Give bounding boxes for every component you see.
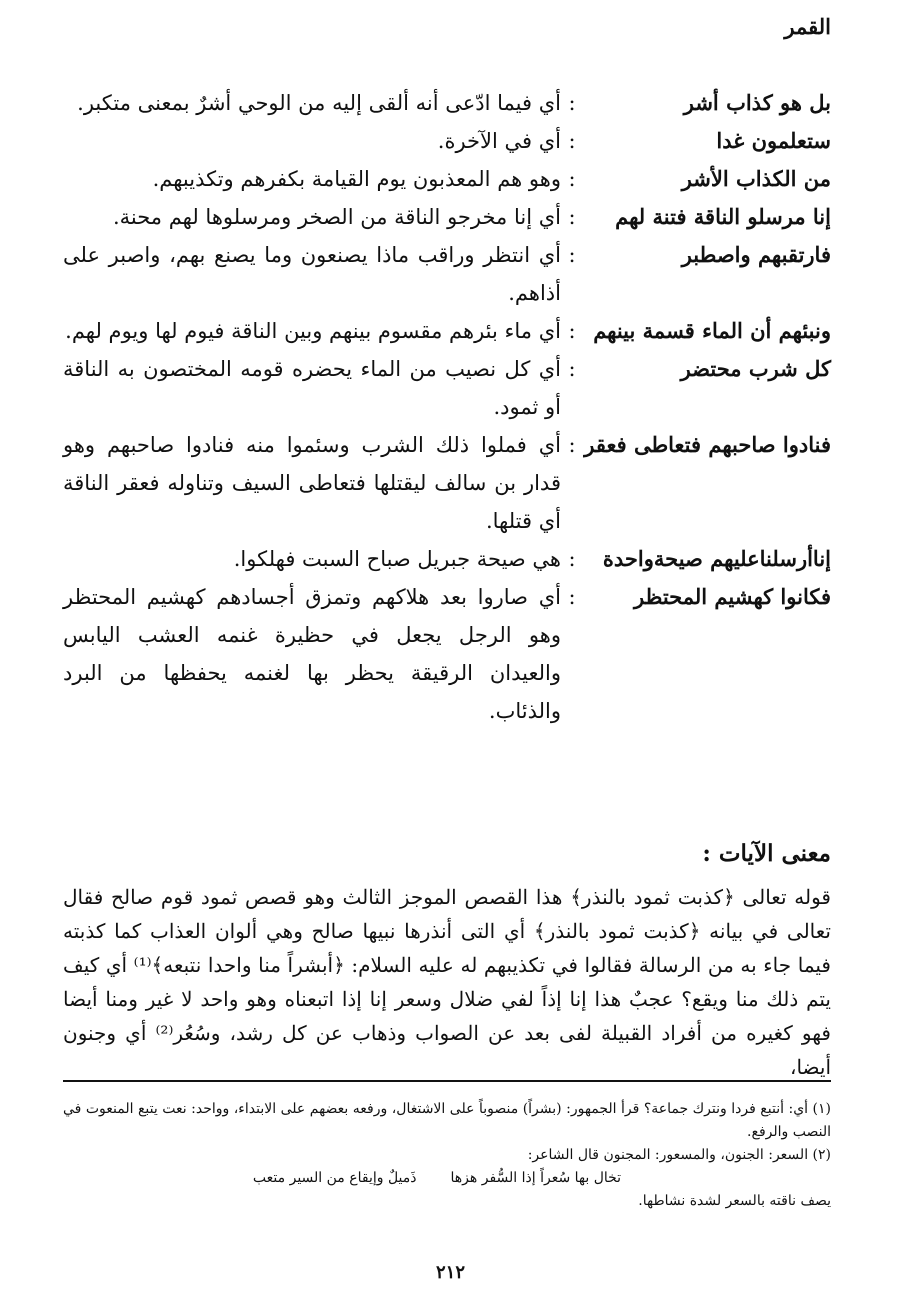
- glossary-row: [63, 312, 831, 350]
- glossary-row: [63, 122, 831, 160]
- page-number: ٢١٢: [435, 1262, 465, 1283]
- glossary-definition: هي صيحة جبريل صباح السبت فهلكوا.: [233, 547, 561, 571]
- glossary-term: بل هو كذاب أشر: [683, 90, 831, 115]
- running-header: القمر: [784, 14, 831, 39]
- glossary-term: فنادوا صاحبهم فتعاطى فعقر: [584, 432, 831, 457]
- glossary-row: [63, 236, 831, 312]
- glossary-colon: :: [568, 205, 576, 229]
- glossary-row: [63, 578, 831, 730]
- footnote-divider: [63, 1080, 831, 1082]
- glossary-term: فارتقبهم واصطبر: [681, 242, 831, 267]
- glossary-term: ونبئهم أن الماء قسمة بينهم: [593, 318, 831, 343]
- glossary-colon: :: [568, 547, 576, 571]
- glossary-row: [63, 540, 831, 578]
- glossary-colon: :: [568, 319, 576, 343]
- footnote-1: (١) أي: أنتبع فردا ونترك جماعة؟ قرأ الجمهور: (بشراً) منصوباً على الاشتغال، ورفعه بعضهم على الابتداء، وواحد: نعت يتبع المنعوت في النصب والرفع.: [63, 1101, 831, 1140]
- glossary-definition: أي إنا مخرجو الناقة من الصخر ومرسلوها لهم محنة.: [112, 205, 561, 229]
- glossary-definition: أي انتظر وراقب ماذا يصنعون وما يصنع بهم، واصبر على أذاهم.: [63, 243, 561, 305]
- verse-first-hemistich: تخال بها سُعراً إذا السُّفر هزها: [450, 1170, 622, 1186]
- glossary-row: [63, 160, 831, 198]
- glossary-term: فكانوا كهشيم المحتظر: [634, 584, 831, 609]
- commentary-paragraph: قوله تعالى ﴿كذبت ثمود بالنذر﴾ هذا القصص الموجز الثالث وهو قصص ثمود قوم صالح فقال تعالى في بيانه ﴿كذبت ثمود بالنذر﴾ أي التى أنذرها نبيها صالح وهي ألوان العذاب كما كذبته فيما جاء به من الرسالة فقالوا في تكذيبهم له عليه السلام: ﴿أبشراً منا واحدا نتبعه﴾⁽¹⁾ أي كيف يتم ذلك منا ويقع؟ عجبٌ هذا إنا إذاً لفي ضلال وسعر إنا إذا اتبعناه وهو واحد لا غير ومنا أيضا فهو كغيره من أفراد القبيلة لفى بعد عن الصواب وذهاب عن كل رشد، وسُعُر⁽²⁾ أي وجنون أيضا،: [63, 885, 831, 1079]
- glossary-definition: أي في الآخرة.: [437, 129, 561, 153]
- glossary-definition: أي ماء بئرهم مقسوم بينهم وبين الناقة فيوم لها ويوم لهم.: [65, 319, 561, 343]
- glossary-row: [63, 198, 831, 236]
- glossary-row: [63, 350, 831, 426]
- poetry-verse: [63, 1167, 811, 1190]
- glossary-colon: :: [568, 433, 576, 457]
- glossary-term: كل شرب محتضر: [680, 356, 831, 381]
- glossary-colon: :: [568, 91, 576, 115]
- glossary-list: [63, 84, 831, 730]
- footnotes: [63, 1098, 831, 1213]
- glossary-term: إناأرسلناعليهم صيحةواحدة: [602, 546, 831, 571]
- glossary-definition: أي كل نصيب من الماء يحضره قومه المختصون به الناقة أو ثمود.: [63, 357, 561, 419]
- glossary-colon: :: [568, 357, 576, 381]
- glossary-term: من الكذاب الأشر: [681, 166, 831, 191]
- glossary-colon: :: [568, 167, 576, 191]
- verse-note: يصف ناقته بالسعر لشدة نشاطها.: [638, 1193, 831, 1209]
- glossary-definition: أي فملوا ذلك الشرب وسئموا منه فنادوا صاحبهم وهو قدار بن سالف ليقتلها فتعاطى السيف وتناوله فعقر الناقة أي قتلها.: [63, 433, 561, 533]
- glossary-term: إنا مرسلو الناقة فتنة لهم: [615, 204, 831, 229]
- glossary-colon: :: [568, 129, 576, 153]
- glossary-row: [63, 426, 831, 540]
- glossary-definition: وهو هم المعذبون يوم القيامة بكفرهم وتكذيبهم.: [152, 167, 561, 191]
- glossary-definition: أي فيما ادّعى أنه ألقى إليه من الوحي أشرٌ بمعنى متكبر.: [77, 91, 561, 115]
- section-heading: معنى الآيات :: [702, 840, 831, 867]
- glossary-colon: :: [568, 585, 576, 609]
- verse-second-hemistich: ذَميلٌ وإيقاع من السير متعب: [252, 1170, 417, 1186]
- glossary-term: ستعلمون غدا: [716, 128, 831, 153]
- glossary-definition: أي صاروا بعد هلاكهم وتمزق أجسادهم كهشيم المحتظر وهو الرجل يجعل في حظيرة غنمه العشب اليابس والعيدان الرقيقة يحظر بها لغنمه يحفظها من البرد والذئاب.: [63, 585, 561, 723]
- footnote-2: (٢) السعر: الجنون، والمسعور: المجنون قال الشاعر:: [527, 1147, 831, 1163]
- commentary-text: [63, 880, 831, 1084]
- glossary-colon: :: [568, 243, 576, 267]
- glossary-row: [63, 84, 831, 122]
